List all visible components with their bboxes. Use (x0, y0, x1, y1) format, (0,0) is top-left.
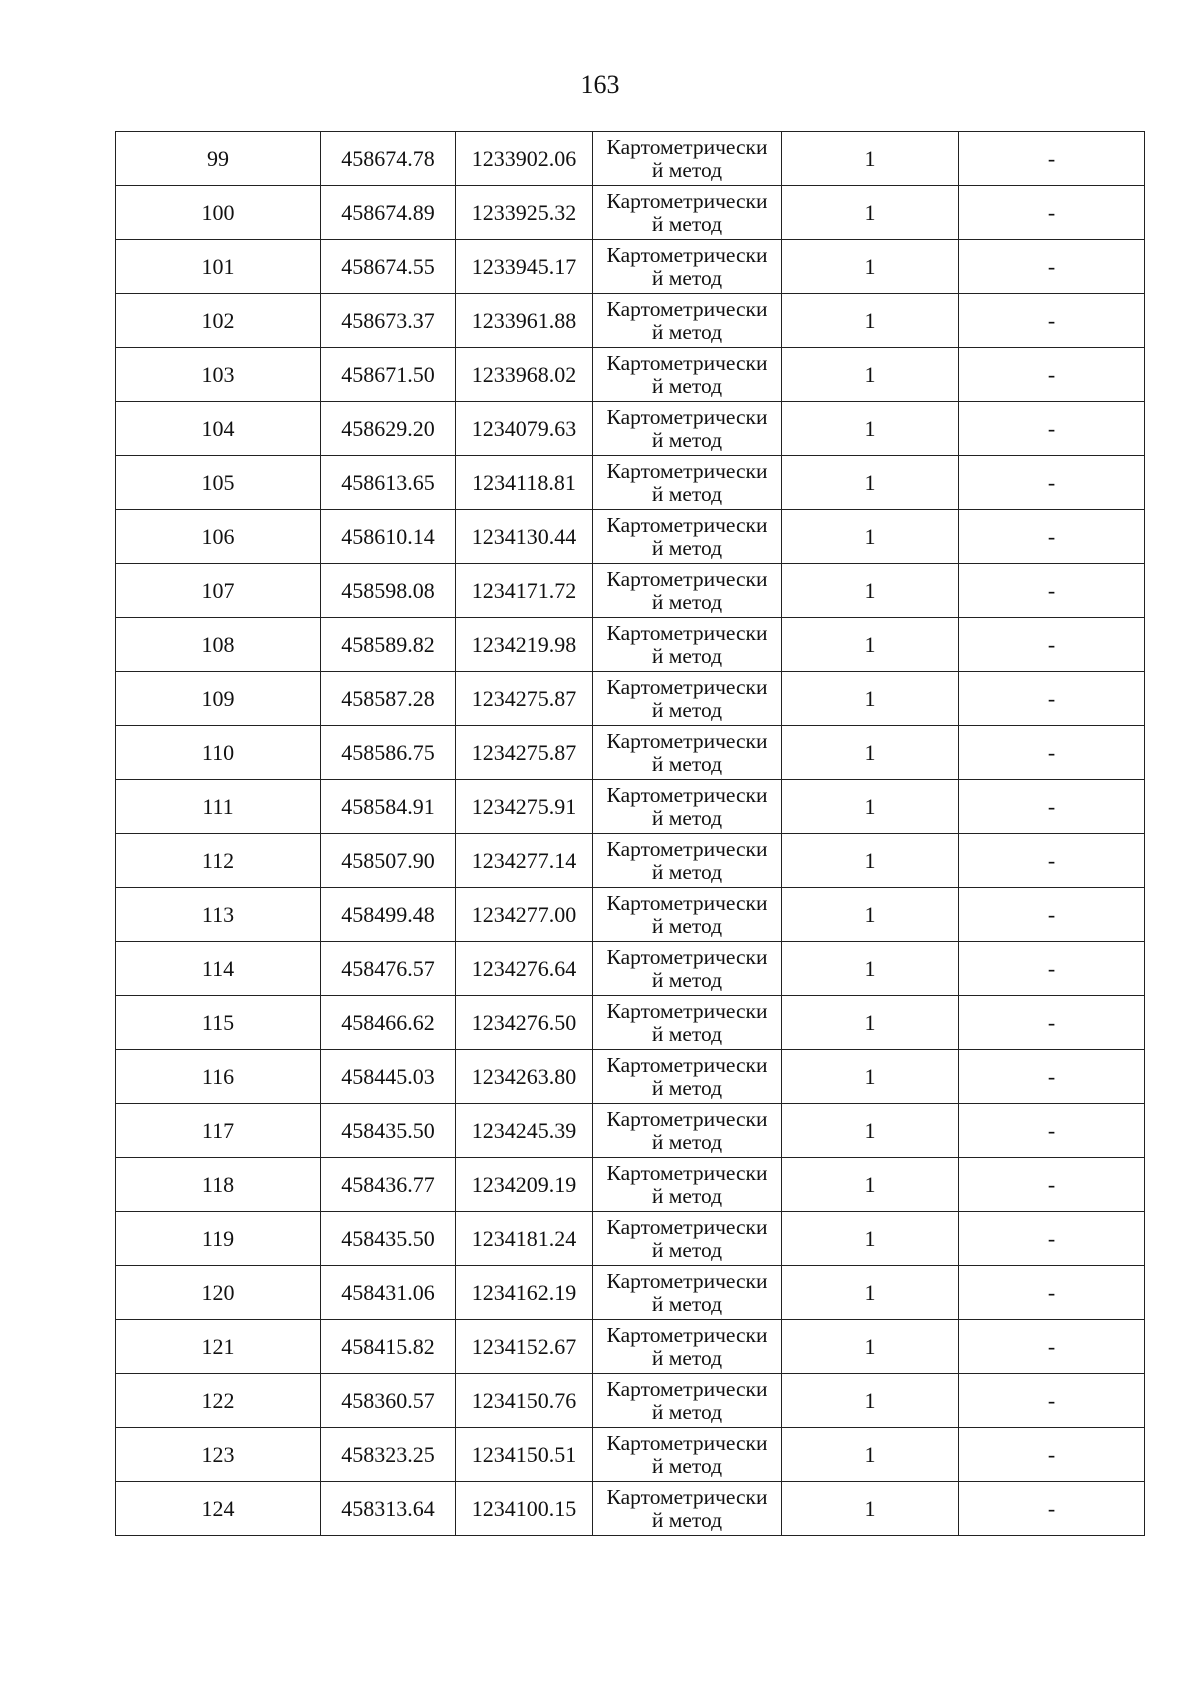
point-number-cell: 109 (116, 672, 321, 726)
note-cell: - (959, 672, 1145, 726)
table-row (116, 888, 1145, 942)
table-row (116, 294, 1145, 348)
accuracy-cell: 1 (782, 564, 959, 618)
table-row (116, 618, 1145, 672)
method-line-1: Картометрически (606, 458, 768, 483)
method-cell (593, 672, 782, 726)
y-coordinate-cell: 1234100.15 (456, 1482, 593, 1536)
note-cell: - (959, 996, 1145, 1050)
method-line-2: й метод (651, 751, 723, 776)
x-coordinate-cell: 458587.28 (321, 672, 456, 726)
method-line-2: й метод (651, 1291, 723, 1316)
point-number-cell: 100 (116, 186, 321, 240)
note-cell: - (959, 726, 1145, 780)
note-cell: - (959, 132, 1145, 186)
accuracy-cell: 1 (782, 1104, 959, 1158)
method-line-2: й метод (651, 1345, 723, 1370)
point-number-cell: 121 (116, 1320, 321, 1374)
method-line-2: й метод (651, 967, 723, 992)
method-line-1: Картометрически (606, 1376, 768, 1401)
method-cell (593, 456, 782, 510)
x-coordinate-cell: 458598.08 (321, 564, 456, 618)
method-line-1: Картометрически (606, 620, 768, 645)
y-coordinate-cell: 1234181.24 (456, 1212, 593, 1266)
x-coordinate-cell: 458674.78 (321, 132, 456, 186)
method-line-1: Картометрически (606, 674, 768, 699)
note-cell: - (959, 1320, 1145, 1374)
table-row (116, 564, 1145, 618)
method-line-2: й метод (651, 1021, 723, 1046)
method-line-1: Картометрически (606, 1106, 768, 1131)
method-cell (593, 726, 782, 780)
accuracy-cell: 1 (782, 186, 959, 240)
method-cell (593, 942, 782, 996)
y-coordinate-cell: 1234276.50 (456, 996, 593, 1050)
y-coordinate-cell: 1234150.51 (456, 1428, 593, 1482)
method-cell (593, 348, 782, 402)
y-coordinate-cell: 1234277.00 (456, 888, 593, 942)
method-line-2: й метод (651, 913, 723, 938)
method-line-1: Картометрически (606, 404, 768, 429)
accuracy-cell: 1 (782, 618, 959, 672)
x-coordinate-cell: 458671.50 (321, 348, 456, 402)
method-line-1: Картометрически (606, 998, 768, 1023)
note-cell: - (959, 1158, 1145, 1212)
x-coordinate-cell: 458435.50 (321, 1104, 456, 1158)
accuracy-cell: 1 (782, 726, 959, 780)
method-cell (593, 1320, 782, 1374)
note-cell: - (959, 564, 1145, 618)
method-cell (593, 780, 782, 834)
method-line-1: Картометрически (606, 1052, 768, 1077)
x-coordinate-cell: 458584.91 (321, 780, 456, 834)
method-cell (593, 834, 782, 888)
method-line-1: Картометрически (606, 836, 768, 861)
y-coordinate-cell: 1234245.39 (456, 1104, 593, 1158)
y-coordinate-cell: 1233925.32 (456, 186, 593, 240)
table-row (116, 186, 1145, 240)
accuracy-cell: 1 (782, 294, 959, 348)
page-number: 163 (580, 70, 620, 99)
method-line-2: й метод (651, 1507, 723, 1532)
accuracy-cell: 1 (782, 402, 959, 456)
x-coordinate-cell: 458499.48 (321, 888, 456, 942)
method-line-1: Картометрически (606, 188, 768, 213)
method-line-1: Картометрически (606, 512, 768, 537)
point-number-cell: 101 (116, 240, 321, 294)
method-line-1: Картометрически (606, 1322, 768, 1347)
method-line-1: Картометрически (606, 1430, 768, 1455)
accuracy-cell: 1 (782, 240, 959, 294)
y-coordinate-cell: 1234275.91 (456, 780, 593, 834)
method-line-2: й метод (651, 1453, 723, 1478)
y-coordinate-cell: 1234277.14 (456, 834, 593, 888)
point-number-cell: 115 (116, 996, 321, 1050)
note-cell: - (959, 1050, 1145, 1104)
y-coordinate-cell: 1233968.02 (456, 348, 593, 402)
y-coordinate-cell: 1234263.80 (456, 1050, 593, 1104)
note-cell: - (959, 510, 1145, 564)
method-cell (593, 132, 782, 186)
note-cell: - (959, 942, 1145, 996)
method-cell (593, 402, 782, 456)
point-number-cell: 112 (116, 834, 321, 888)
method-line-2: й метод (651, 211, 723, 236)
note-cell: - (959, 240, 1145, 294)
method-line-1: Картометрически (606, 296, 768, 321)
method-line-2: й метод (651, 805, 723, 830)
method-line-2: й метод (651, 859, 723, 884)
method-line-2: й метод (651, 1129, 723, 1154)
note-cell: - (959, 456, 1145, 510)
accuracy-cell: 1 (782, 1212, 959, 1266)
point-number-cell: 114 (116, 942, 321, 996)
method-line-2: й метод (651, 697, 723, 722)
x-coordinate-cell: 458610.14 (321, 510, 456, 564)
x-coordinate-cell: 458507.90 (321, 834, 456, 888)
note-cell: - (959, 618, 1145, 672)
method-line-2: й метод (651, 319, 723, 344)
point-number-cell: 110 (116, 726, 321, 780)
accuracy-cell: 1 (782, 510, 959, 564)
x-coordinate-cell: 458360.57 (321, 1374, 456, 1428)
method-line-1: Картометрически (606, 1214, 768, 1239)
method-line-1: Картометрически (606, 890, 768, 915)
method-line-2: й метод (651, 589, 723, 614)
point-number-cell: 106 (116, 510, 321, 564)
x-coordinate-cell: 458613.65 (321, 456, 456, 510)
accuracy-cell: 1 (782, 780, 959, 834)
note-cell: - (959, 1428, 1145, 1482)
point-number-cell: 99 (116, 132, 321, 186)
point-number-cell: 102 (116, 294, 321, 348)
coordinates-table-body (116, 132, 1145, 1536)
accuracy-cell: 1 (782, 834, 959, 888)
table-row (116, 834, 1145, 888)
point-number-cell: 103 (116, 348, 321, 402)
x-coordinate-cell: 458323.25 (321, 1428, 456, 1482)
method-line-2: й метод (651, 643, 723, 668)
table-row (116, 1320, 1145, 1374)
method-line-1: Картометрически (606, 728, 768, 753)
note-cell: - (959, 1212, 1145, 1266)
table-row (116, 1158, 1145, 1212)
y-coordinate-cell: 1233945.17 (456, 240, 593, 294)
table-row (116, 1212, 1145, 1266)
table-row (116, 1482, 1145, 1536)
point-number-cell: 124 (116, 1482, 321, 1536)
note-cell: - (959, 348, 1145, 402)
method-line-2: й метод (651, 373, 723, 398)
table-row (116, 996, 1145, 1050)
point-number-cell: 111 (116, 780, 321, 834)
y-coordinate-cell: 1234275.87 (456, 726, 593, 780)
method-cell (593, 510, 782, 564)
y-coordinate-cell: 1234276.64 (456, 942, 593, 996)
method-line-1: Картометрически (606, 782, 768, 807)
method-line-1: Картометрически (606, 566, 768, 591)
x-coordinate-cell: 458436.77 (321, 1158, 456, 1212)
point-number-cell: 108 (116, 618, 321, 672)
method-line-2: й метод (651, 265, 723, 290)
method-line-2: й метод (651, 1183, 723, 1208)
point-number-cell: 113 (116, 888, 321, 942)
method-line-2: й метод (651, 1237, 723, 1262)
x-coordinate-cell: 458629.20 (321, 402, 456, 456)
accuracy-cell: 1 (782, 1266, 959, 1320)
accuracy-cell: 1 (782, 456, 959, 510)
y-coordinate-cell: 1234219.98 (456, 618, 593, 672)
point-number-cell: 107 (116, 564, 321, 618)
point-number-cell: 119 (116, 1212, 321, 1266)
method-line-2: й метод (651, 427, 723, 452)
table-row (116, 726, 1145, 780)
accuracy-cell: 1 (782, 348, 959, 402)
method-line-2: й метод (651, 157, 723, 182)
method-cell (593, 186, 782, 240)
table-row (116, 780, 1145, 834)
x-coordinate-cell: 458435.50 (321, 1212, 456, 1266)
method-cell (593, 1104, 782, 1158)
x-coordinate-cell: 458476.57 (321, 942, 456, 996)
point-number-cell: 118 (116, 1158, 321, 1212)
method-line-1: Картометрически (606, 134, 768, 159)
note-cell: - (959, 1104, 1145, 1158)
table-row (116, 1374, 1145, 1428)
method-line-1: Картометрически (606, 944, 768, 969)
point-number-cell: 104 (116, 402, 321, 456)
table-row (116, 1428, 1145, 1482)
y-coordinate-cell: 1233902.06 (456, 132, 593, 186)
method-cell (593, 240, 782, 294)
note-cell: - (959, 888, 1145, 942)
note-cell: - (959, 834, 1145, 888)
note-cell: - (959, 186, 1145, 240)
table-row (116, 1266, 1145, 1320)
table-row (116, 510, 1145, 564)
accuracy-cell: 1 (782, 1374, 959, 1428)
method-cell (593, 996, 782, 1050)
method-cell (593, 1266, 782, 1320)
point-number-cell: 122 (116, 1374, 321, 1428)
method-cell (593, 1158, 782, 1212)
method-cell (593, 1428, 782, 1482)
accuracy-cell: 1 (782, 942, 959, 996)
y-coordinate-cell: 1234275.87 (456, 672, 593, 726)
note-cell: - (959, 402, 1145, 456)
method-cell (593, 1212, 782, 1266)
y-coordinate-cell: 1234130.44 (456, 510, 593, 564)
method-line-2: й метод (651, 481, 723, 506)
table-row (116, 456, 1145, 510)
table-row (116, 1104, 1145, 1158)
point-number-cell: 116 (116, 1050, 321, 1104)
x-coordinate-cell: 458415.82 (321, 1320, 456, 1374)
accuracy-cell: 1 (782, 888, 959, 942)
note-cell: - (959, 1374, 1145, 1428)
table-row (116, 402, 1145, 456)
note-cell: - (959, 780, 1145, 834)
y-coordinate-cell: 1234079.63 (456, 402, 593, 456)
x-coordinate-cell: 458674.55 (321, 240, 456, 294)
method-cell (593, 888, 782, 942)
y-coordinate-cell: 1234209.19 (456, 1158, 593, 1212)
method-line-1: Картометрически (606, 242, 768, 267)
point-number-cell: 117 (116, 1104, 321, 1158)
note-cell: - (959, 294, 1145, 348)
method-cell (593, 618, 782, 672)
x-coordinate-cell: 458466.62 (321, 996, 456, 1050)
accuracy-cell: 1 (782, 1320, 959, 1374)
x-coordinate-cell: 458431.06 (321, 1266, 456, 1320)
y-coordinate-cell: 1234118.81 (456, 456, 593, 510)
point-number-cell: 105 (116, 456, 321, 510)
method-line-2: й метод (651, 535, 723, 560)
note-cell: - (959, 1482, 1145, 1536)
method-cell (593, 1374, 782, 1428)
method-line-2: й метод (651, 1399, 723, 1424)
x-coordinate-cell: 458589.82 (321, 618, 456, 672)
point-number-cell: 120 (116, 1266, 321, 1320)
point-number-cell: 123 (116, 1428, 321, 1482)
table-row (116, 132, 1145, 186)
y-coordinate-cell: 1234152.67 (456, 1320, 593, 1374)
table-row (116, 942, 1145, 996)
method-cell (593, 294, 782, 348)
method-line-1: Картометрически (606, 350, 768, 375)
accuracy-cell: 1 (782, 1428, 959, 1482)
method-line-1: Картометрически (606, 1484, 768, 1509)
x-coordinate-cell: 458673.37 (321, 294, 456, 348)
method-line-2: й метод (651, 1075, 723, 1100)
method-line-1: Картометрически (606, 1268, 768, 1293)
note-cell: - (959, 1266, 1145, 1320)
y-coordinate-cell: 1234150.76 (456, 1374, 593, 1428)
accuracy-cell: 1 (782, 1158, 959, 1212)
x-coordinate-cell: 458445.03 (321, 1050, 456, 1104)
x-coordinate-cell: 458313.64 (321, 1482, 456, 1536)
method-cell (593, 564, 782, 618)
accuracy-cell: 1 (782, 996, 959, 1050)
y-coordinate-cell: 1234162.19 (456, 1266, 593, 1320)
method-line-1: Картометрически (606, 1160, 768, 1185)
y-coordinate-cell: 1234171.72 (456, 564, 593, 618)
method-cell (593, 1050, 782, 1104)
coordinates-table (115, 131, 1145, 1536)
accuracy-cell: 1 (782, 1050, 959, 1104)
accuracy-cell: 1 (782, 1482, 959, 1536)
accuracy-cell: 1 (782, 132, 959, 186)
table-row (116, 240, 1145, 294)
table-row (116, 1050, 1145, 1104)
accuracy-cell: 1 (782, 672, 959, 726)
method-cell (593, 1482, 782, 1536)
x-coordinate-cell: 458586.75 (321, 726, 456, 780)
table-row (116, 672, 1145, 726)
y-coordinate-cell: 1233961.88 (456, 294, 593, 348)
table-row (116, 348, 1145, 402)
x-coordinate-cell: 458674.89 (321, 186, 456, 240)
